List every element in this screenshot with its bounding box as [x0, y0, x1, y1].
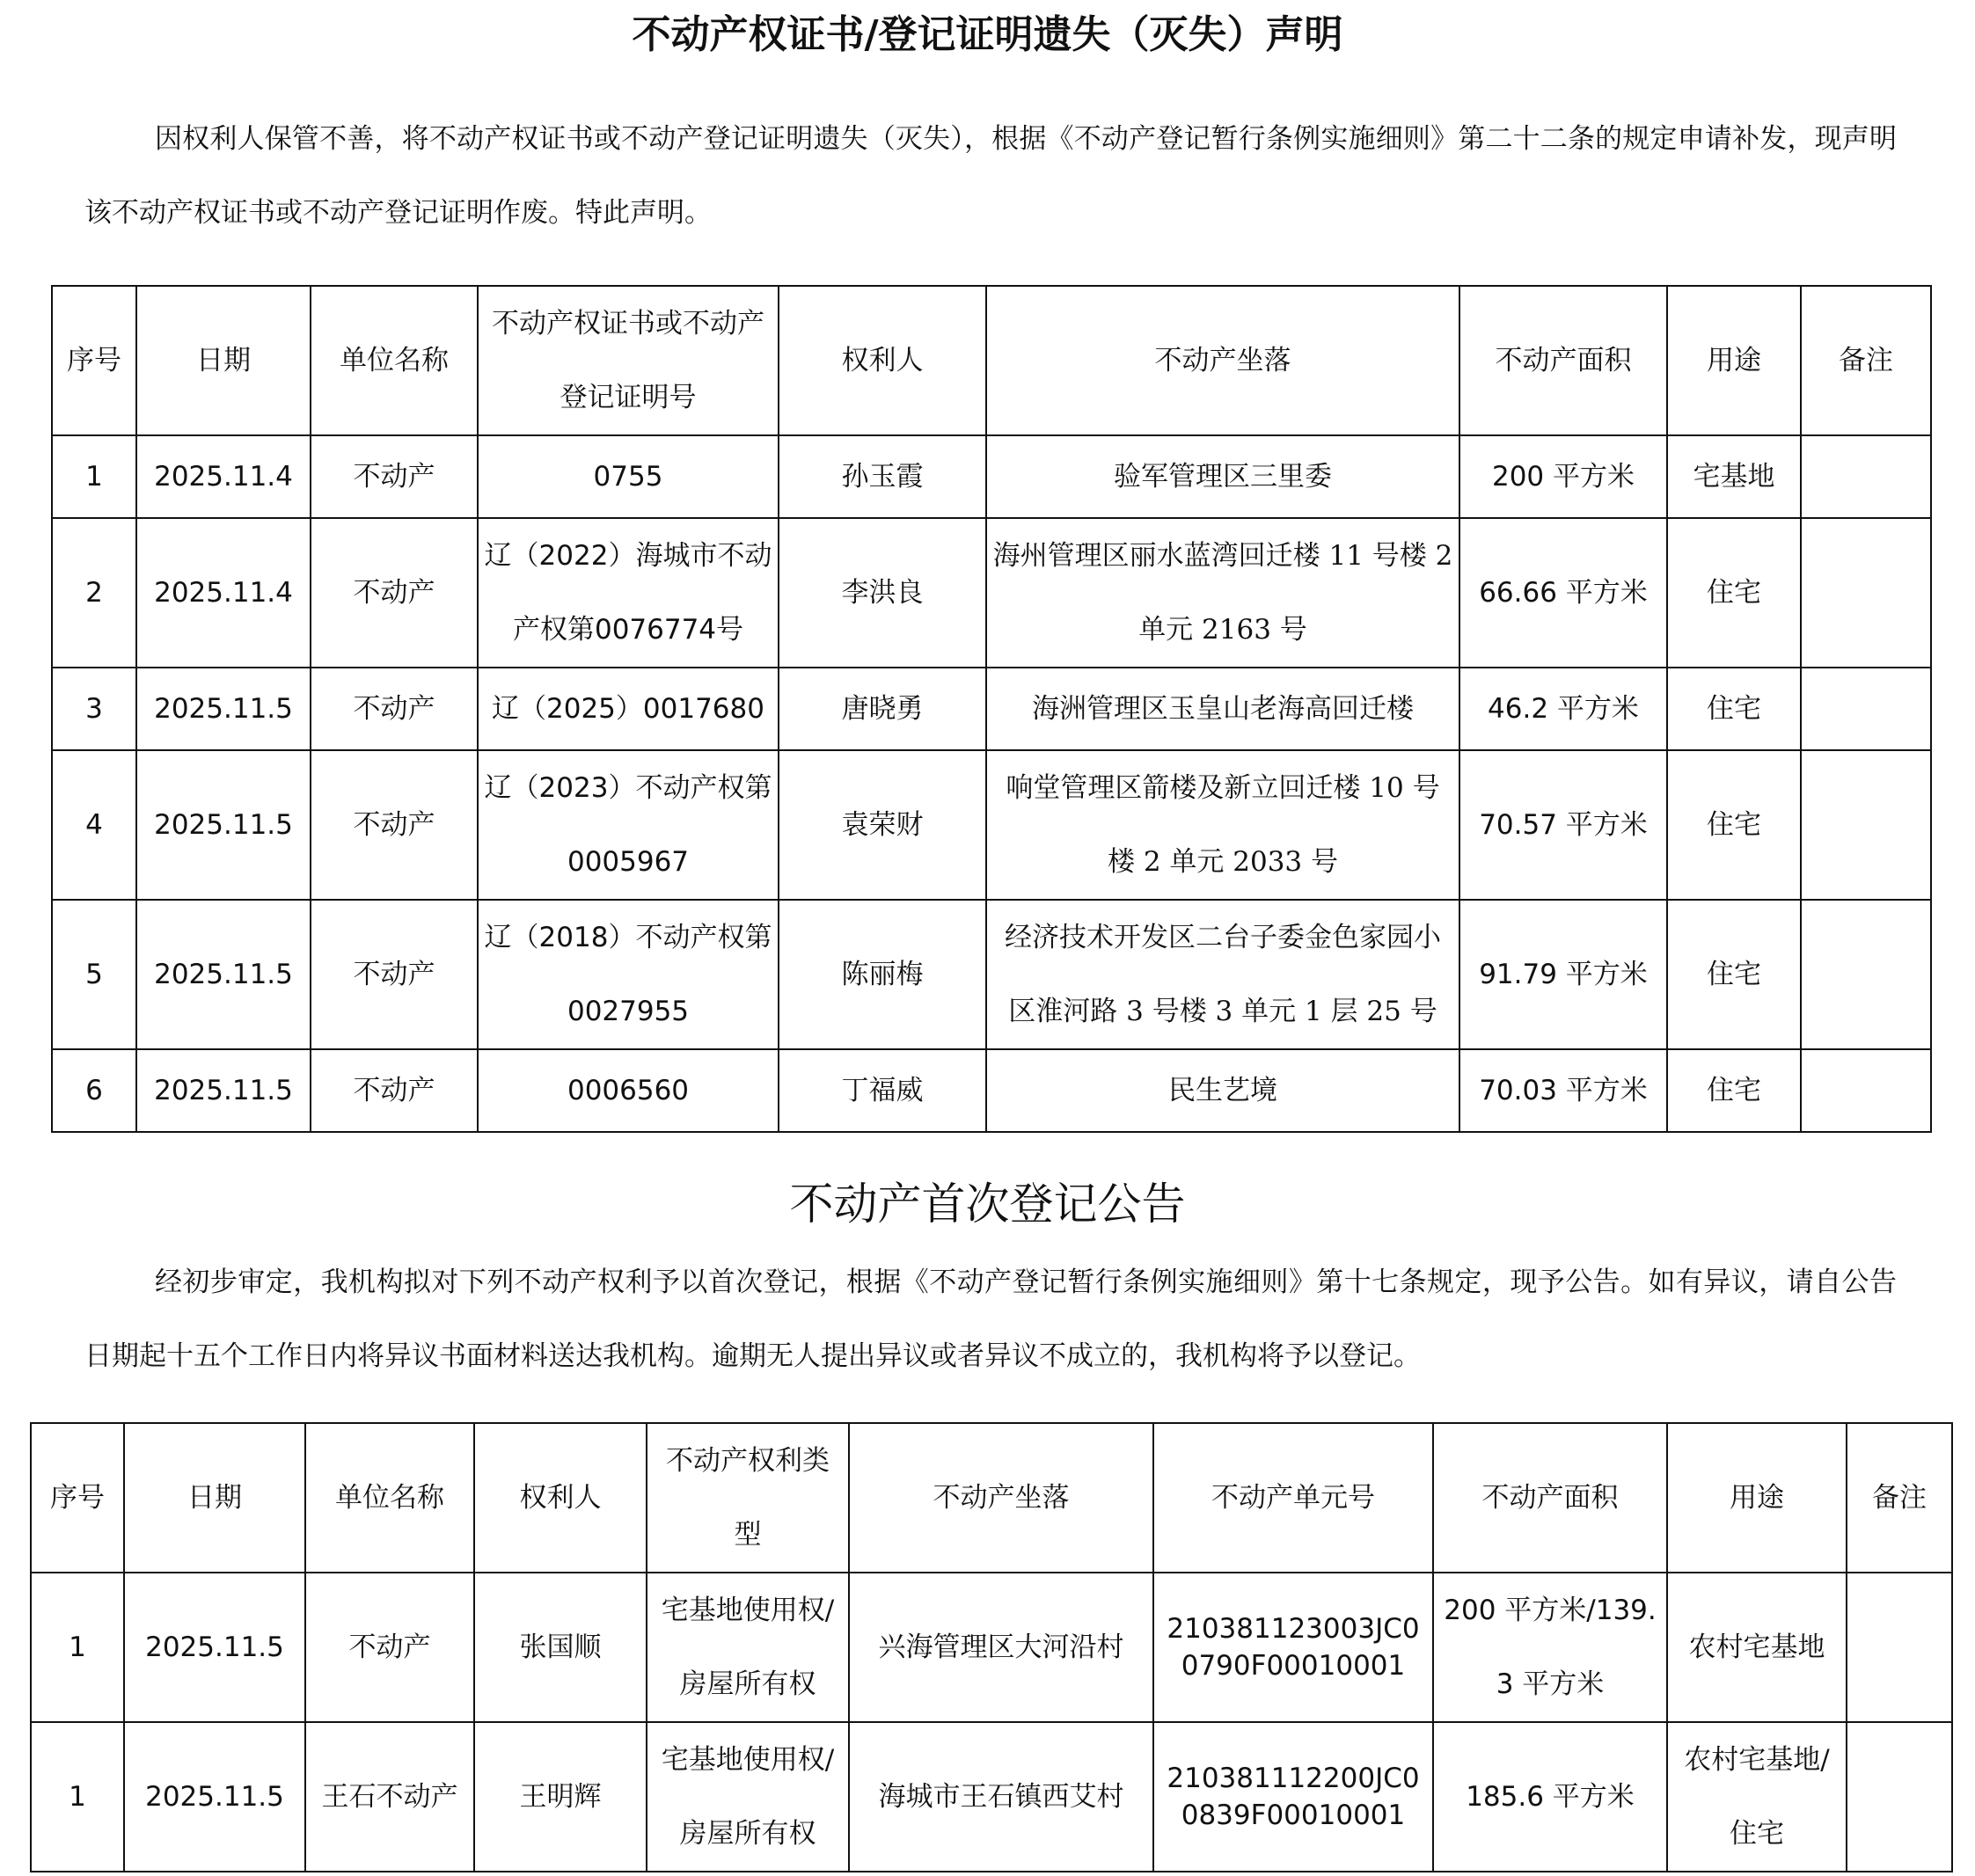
cell-note	[1847, 1722, 1952, 1872]
cell-note	[1801, 900, 1931, 1049]
cell-cert: 0006560	[478, 1049, 779, 1132]
loss-notice-title: 不动产权证书/登记证明遗失（灭失）声明	[632, 12, 1343, 57]
cell-area: 66.66 平方米	[1459, 518, 1667, 668]
header-area: 不动产面积	[1459, 286, 1667, 435]
cell-date: 2025.11.5	[124, 1722, 305, 1872]
cell-cert: 辽（2018）不动产权第 0027955	[478, 900, 779, 1049]
cell-no: 2	[52, 518, 136, 668]
header-note: 备注	[1801, 286, 1931, 435]
cell-location: 响堂管理区箭楼及新立回迁楼 10 号楼 2 单元 2033 号	[986, 750, 1459, 900]
cell-use: 宅基地	[1667, 435, 1801, 518]
cell-area: 46.2 平方米	[1459, 668, 1667, 750]
header-owner: 权利人	[779, 286, 986, 435]
cell-use: 住宅	[1667, 900, 1801, 1049]
cell-no: 4	[52, 750, 136, 900]
cell-area: 70.03 平方米	[1459, 1049, 1667, 1132]
header-area: 不动产面积	[1433, 1423, 1667, 1573]
header-use: 用途	[1667, 1423, 1847, 1573]
cell-area: 185.6 平方米	[1433, 1722, 1667, 1872]
cell-location: 经济技术开发区二台子委金色家园小区淮河路 3 号楼 3 单元 1 层 25 号	[986, 900, 1459, 1049]
cell-no: 5	[52, 900, 136, 1049]
cell-note	[1801, 750, 1931, 900]
cell-location: 民生艺境	[986, 1049, 1459, 1132]
table-header-row	[31, 1423, 1952, 1573]
cell-right-type: 宅基地使用权/房屋所有权	[647, 1722, 849, 1872]
cell-use: 住宅	[1667, 668, 1801, 750]
table-row	[52, 668, 1931, 750]
cell-cert: 0755	[478, 435, 779, 518]
header-use: 用途	[1667, 286, 1801, 435]
cell-no: 1	[31, 1722, 124, 1872]
first-registration-table	[30, 1422, 1953, 1872]
cell-date: 2025.11.5	[136, 750, 311, 900]
cell-cert: 辽（2023）不动产权第 0005967	[478, 750, 779, 900]
cell-note	[1801, 1049, 1931, 1132]
cell-area: 70.57 平方米	[1459, 750, 1667, 900]
loss-notice-paragraph: 因权利人保管不善，将不动产权证书或不动产登记证明遗失（灭失），根据《不动产登记暂行条例实施细则》第二十二条的规定申请补发，现声明该不动产权证书或不动产登记证明作废。特此声明。	[84, 123, 1897, 229]
cell-area: 91.79 平方米	[1459, 900, 1667, 1049]
header-date: 日期	[124, 1423, 305, 1573]
header-unit: 单位名称	[311, 286, 478, 435]
cell-location: 验军管理区三里委	[986, 435, 1459, 518]
cell-date: 2025.11.5	[136, 668, 311, 750]
table-row	[31, 1573, 1952, 1722]
header-no: 序号	[52, 286, 136, 435]
header-owner: 权利人	[474, 1423, 647, 1573]
cell-owner: 王明辉	[474, 1722, 647, 1872]
cell-unit: 不动产	[311, 435, 478, 518]
cell-use: 住宅	[1667, 1049, 1801, 1132]
cell-owner: 袁荣财	[779, 750, 986, 900]
cell-unit: 不动产	[311, 750, 478, 900]
cell-unit: 不动产	[311, 518, 478, 668]
table-row	[52, 900, 1931, 1049]
cell-use: 住宅	[1667, 750, 1801, 900]
header-location: 不动产坐落	[849, 1423, 1153, 1573]
header-note: 备注	[1847, 1423, 1952, 1573]
cell-location: 海城市王石镇西艾村	[849, 1722, 1153, 1872]
cell-use: 农村宅基地/住宅	[1667, 1722, 1847, 1872]
cell-no: 1	[52, 435, 136, 518]
loss-notice-table	[51, 285, 1932, 1133]
cell-use: 农村宅基地	[1667, 1573, 1847, 1722]
cell-date: 2025.11.5	[136, 900, 311, 1049]
header-unit-no: 不动产单元号	[1153, 1423, 1433, 1573]
cell-note	[1847, 1573, 1952, 1722]
cell-unit: 王石不动产	[305, 1722, 474, 1872]
table-row	[52, 435, 1931, 518]
table-header-row	[52, 286, 1931, 435]
cell-note	[1801, 668, 1931, 750]
cell-unit: 不动产	[311, 1049, 478, 1132]
first-registration-paragraph: 经初步审定，我机构拟对下列不动产权利予以首次登记，根据《不动产登记暂行条例实施细则》第十七条规定，现予公告。如有异议，请自公告日期起十五个工作日内将异议书面材料送达我机构。逾期无人提出异议或者异议不成立的，我机构将予以登记。	[84, 1266, 1897, 1372]
header-location: 不动产坐落	[986, 286, 1459, 435]
cell-location: 海州管理区丽水蓝湾回迁楼 11 号楼 2 单元 2163 号	[986, 518, 1459, 668]
header-unit: 单位名称	[305, 1423, 474, 1573]
cell-location: 海洲管理区玉皇山老海高回迁楼	[986, 668, 1459, 750]
cell-owner: 唐晓勇	[779, 668, 986, 750]
cell-owner: 孙玉霞	[779, 435, 986, 518]
cell-no: 3	[52, 668, 136, 750]
cell-no: 6	[52, 1049, 136, 1132]
cell-note	[1801, 435, 1931, 518]
header-date: 日期	[136, 286, 311, 435]
header-cert: 不动产权证书或不动产登记证明号	[478, 286, 779, 435]
table-row	[31, 1722, 1952, 1872]
cell-owner: 丁福威	[779, 1049, 986, 1132]
cell-date: 2025.11.4	[136, 518, 311, 668]
cell-owner: 张国顺	[474, 1573, 647, 1722]
cell-owner: 李洪良	[779, 518, 986, 668]
cell-use: 住宅	[1667, 518, 1801, 668]
table-row	[52, 1049, 1931, 1132]
cell-unit: 不动产	[311, 668, 478, 750]
cell-right-type: 宅基地使用权/房屋所有权	[647, 1573, 849, 1722]
cell-owner: 陈丽梅	[779, 900, 986, 1049]
cell-unit-no: 210381123003JC00790F00010001	[1153, 1573, 1433, 1722]
header-no: 序号	[31, 1423, 124, 1573]
table-row	[52, 750, 1931, 900]
cell-location: 兴海管理区大河沿村	[849, 1573, 1153, 1722]
cell-unit: 不动产	[305, 1573, 474, 1722]
header-right-type: 不动产权利类型	[647, 1423, 849, 1573]
cell-note	[1801, 518, 1931, 668]
cell-date: 2025.11.5	[124, 1573, 305, 1722]
cell-area: 200 平方米/139.3 平方米	[1433, 1573, 1667, 1722]
cell-unit: 不动产	[311, 900, 478, 1049]
cell-date: 2025.11.4	[136, 435, 311, 518]
table-row	[52, 518, 1931, 668]
cell-no: 1	[31, 1573, 124, 1722]
first-registration-title: 不动产首次登记公告	[789, 1179, 1186, 1230]
cell-date: 2025.11.5	[136, 1049, 311, 1132]
cell-unit-no: 210381112200JC00839F00010001	[1153, 1722, 1433, 1872]
cell-cert: 辽（2025）0017680	[478, 668, 779, 750]
cell-cert: 辽（2022）海城市不动产权第0076774号	[478, 518, 779, 668]
cell-area: 200 平方米	[1459, 435, 1667, 518]
